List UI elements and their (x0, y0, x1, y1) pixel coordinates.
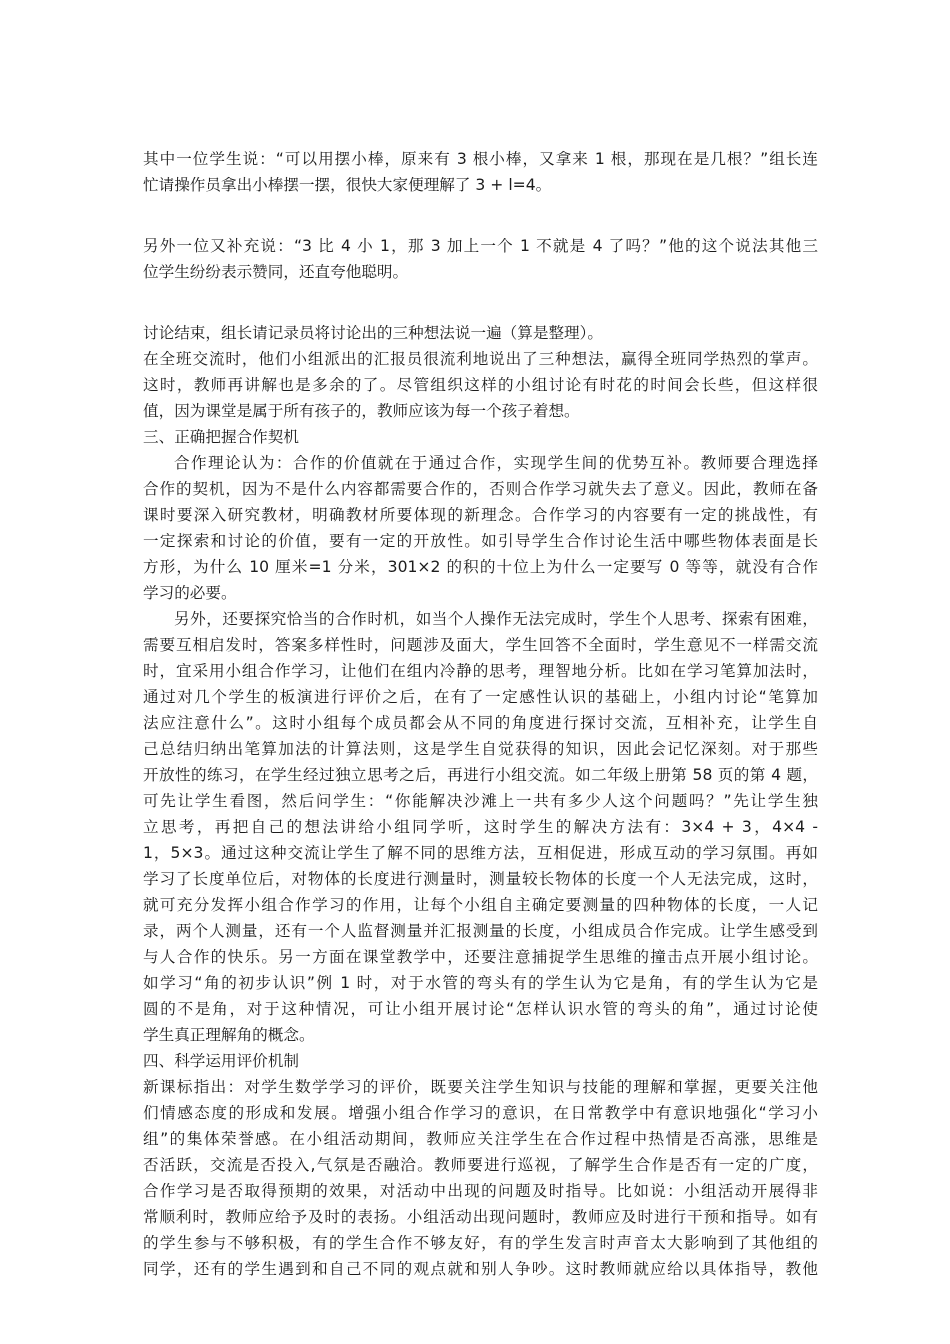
text-line: 1，5×3。通过这种交流让学生了解不同的思维方法，互相促进，形成互动的学习氛围。再如 (143, 844, 818, 862)
text-line: 法应注意什么”。这时小组每个成员都会从不同的角度进行探讨交流，互相补充，让学生自 (143, 714, 818, 732)
paragraph-gap (143, 285, 818, 320)
text-line: 时，宜采用小组合作学习，让他们在组内冷静的思考，理智地分析。比如在学习笔算加法时， (143, 662, 818, 680)
text-line: 录，两个人测量，还有一个人监督测量并汇报测量的长度，小组成员合作完成。让学生感受到 (143, 922, 818, 940)
text-line: 在全班交流时，他们小组派出的汇报员很流利地说出了三种想法，赢得全班同学热烈的掌声。 (143, 350, 818, 368)
text-line: 一定探索和讨论的价值，要有一定的开放性。如引导学生合作讨论生活中哪些物体表面是长 (143, 532, 818, 550)
text-line: 立思考，再把自己的想法讲给小组同学听，这时学生的解决方法有：3×4 + 3，4×4 - (143, 818, 818, 836)
document-body (143, 146, 818, 1282)
text-line: 可先让学生看图，然后问学生：“你能解决沙滩上一共有多少人这个问题吗？”先让学生独 (143, 792, 818, 810)
text-line: 如学习“角的初步认识”例 1 时，对于水管的弯头有的学生认为它是角，有的学生认为它是 (143, 974, 818, 992)
section-heading: 三、正确把握合作契机 (143, 428, 299, 446)
text-line: 圆的不是角，对于这种情况，可让小组开展讨论“怎样认识水管的弯头的角”，通过讨论使 (143, 1000, 818, 1018)
text-line: 通过对几个学生的板演进行评价之后，在有了一定感性认识的基础上，小组内讨论“笔算加 (143, 688, 818, 706)
text-line: 合作的契机，因为不是什么内容都需要合作的，否则合作学习就失去了意义。因此，教师在备 (143, 480, 818, 498)
text-line: 就可充分发挥小组合作学习的作用，让每个小组自主确定要测量的四种物体的长度，一人记 (143, 896, 818, 914)
text-line: 需要互相启发时，答案多样性时，问题涉及面大，学生回答不全面时，学生意见不一样需交流 (143, 636, 818, 654)
text-line: 另外一位又补充说：“3 比 4 小 1，那 3 加上一个 1 不就是 4 了吗？”他的这个说法其他三 (143, 237, 818, 255)
text-line: 这时，教师再讲解也是多余的了。尽管组织这样的小组讨论有时花的时间会长些，但这样很 (143, 376, 818, 394)
text-line: 与人合作的快乐。另一方面在课堂教学中，还要注意捕捉学生思维的撞击点开展小组讨论。 (143, 948, 818, 966)
text-line: 学习的必要。 (143, 584, 237, 602)
text-line: 另外，还要探究恰当的合作时机，如当个人操作无法完成时，学生个人思考、探索有困难， (174, 610, 818, 628)
text-line: 组”的集体荣誉感。在小组活动期间，教师应关注学生在合作过程中热情是否高涨，思维是 (143, 1130, 818, 1148)
text-line: 新课标指出：对学生数学学习的评价，既要关注学生知识与技能的理解和掌握，更要关注他 (143, 1078, 818, 1096)
text-line: 常顺利时，教师应给予及时的表扬。小组活动出现问题时，教师应及时进行干预和指导。如有 (143, 1208, 818, 1226)
text-line: 讨论结束，组长请记录员将讨论出的三种想法说一遍（算是整理）。 (143, 324, 604, 342)
text-line: 开放性的练习，在学生经过独立思考之后，再进行小组交流。如二年级上册第 58 页的第 4 题， (143, 766, 818, 784)
text-line: 们情感态度的形成和发展。增强小组合作学习的意识，在日常教学中有意识地强化“学习小 (143, 1104, 818, 1122)
text-line: 方形，为什么 10 厘米=1 分米，301×2 的积的十位上为什么一定要写 0 等等，就没有合作 (143, 558, 818, 576)
text-line: 己总结归纳出笔算加法的计算法则，这是学生自觉获得的知识，因此会记忆深刻。对于那些 (143, 740, 818, 758)
text-line: 位学生纷纷表示赞同，还直夸他聪明。 (143, 263, 409, 281)
text-line: 合作学习是否取得预期的效果，对活动中出现的问题及时指导。比如说：小组活动开展得非 (143, 1182, 818, 1200)
text-line: 忙请操作员拿出小棒摆一摆，很快大家便理解了 3 + l=4。 (143, 176, 552, 194)
text-line: 学习了长度单位后，对物体的长度进行测量时，测量较长物体的长度一个人无法完成，这时， (143, 870, 818, 888)
text-line: 否活跃，交流是否投入,气氛是否融洽。教师要进行巡视，了解学生合作是否有一定的广度， (143, 1156, 818, 1174)
text-line: 值，因为课堂是属于所有孩子的，教师应该为每一个孩子着想。 (143, 402, 580, 420)
text-line: 的学生参与不够积极，有的学生合作不够友好，有的学生发言时声音太大影响到了其他组的 (143, 1234, 818, 1252)
text-line: 其中一位学生说：“可以用摆小棒，原来有 3 根小棒，又拿来 1 根，那现在是几根？”组长连 (143, 150, 818, 168)
text-line: 课时要深入研究教材，明确教材所要体现的新理念。合作学习的内容要有一定的挑战性，有 (143, 506, 818, 524)
section-heading: 四、科学运用评价机制 (143, 1052, 299, 1070)
paragraph-gap (143, 198, 818, 233)
text-line: 同学，还有的学生遇到和自己不同的观点就和别人争吵。这时教师就应给以具体指导，教他 (143, 1260, 818, 1278)
text-line: 合作理论认为：合作的价值就在于通过合作，实现学生间的优势互补。教师要合理选择 (174, 454, 818, 472)
text-line: 学生真正理解角的概念。 (143, 1026, 315, 1044)
